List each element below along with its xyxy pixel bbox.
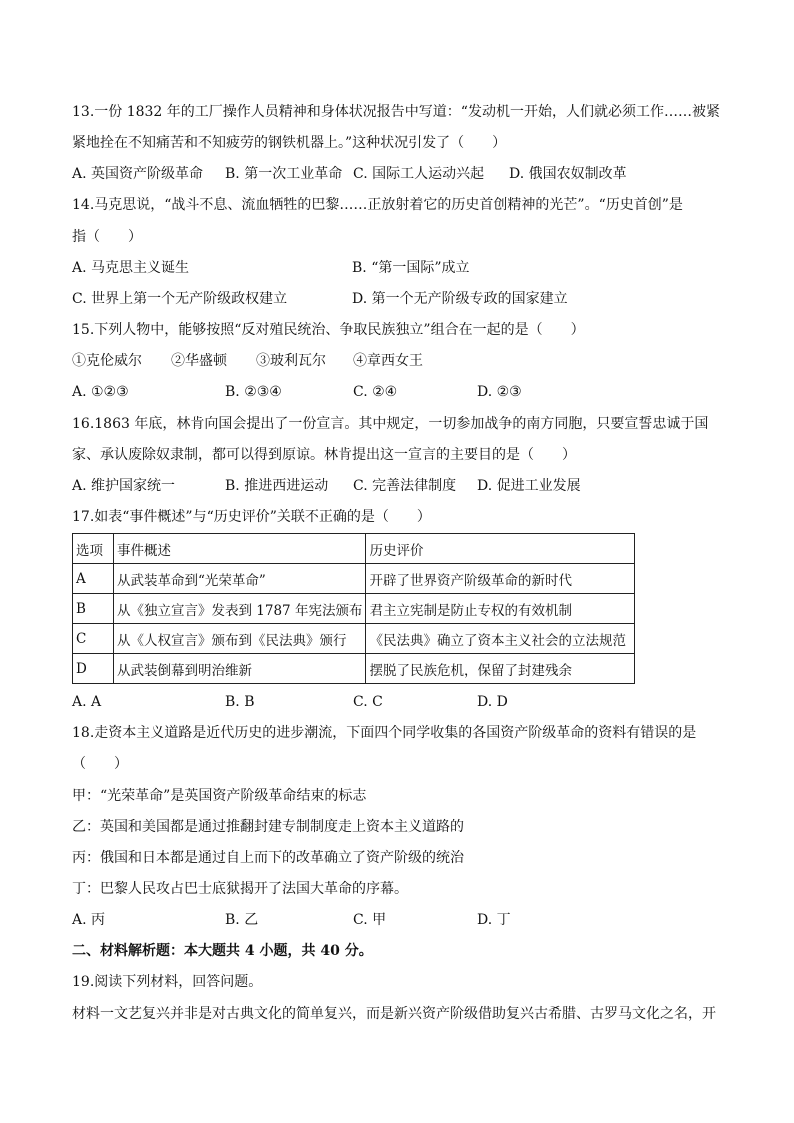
q15-item-2: ②华盛顿 (171, 353, 227, 369)
q18-statement-1: 甲：“光荣革命”是英国资产阶级革命结束的标志 (72, 788, 367, 804)
table-cell: 摆脱了民族危机，保留了封建残余 (366, 654, 635, 684)
table-cell: 从《独立宣言》发表到 1787 年宪法颁布 (114, 594, 366, 624)
table-cell: 《民法典》确立了资本主义社会的立法规范 (366, 624, 635, 654)
q15-stem-line1: 15.下列人物中，能够按照“反对殖民统治、争取民族独立”组合在一起的是（ ） (72, 322, 585, 338)
q16-stem-line1: 16.1863 年底，林肯向国会提出了一份宣言。其中规定，一切参加战争的南方同胞，只要宣誓忠诚于国 (72, 416, 709, 432)
q16-option-b: B. 推进西进运动 (225, 478, 329, 494)
section-heading: 二、材料解析题：本大题共 4 小题，共 40 分。 (72, 943, 373, 959)
q14-stem-line2: 指（ ） (72, 229, 142, 245)
q19-stem-line1: 19.阅读下列材料，回答问题。 (72, 974, 263, 990)
q15-item-1: ①克伦威尔 (72, 353, 142, 369)
table-cell: 君主立宪制是防止专权的有效机制 (366, 594, 635, 624)
q15-item-3: ③玻利瓦尔 (256, 353, 326, 369)
q18-stem-line2: （ ） (72, 756, 128, 772)
q13-option-d: D. 俄国农奴制改革 (509, 166, 627, 182)
q18-statement-3: 丙：俄国和日本都是通过自上而下的改革确立了资产阶级的统治 (72, 850, 464, 866)
q15-item-4: ④章西女王 (353, 353, 423, 369)
q17-option-b: B. B (225, 694, 255, 710)
q13-option-a: A. 英国资产阶级革命 (72, 166, 204, 182)
q13-option-c: C. 国际工人运动兴起 (353, 166, 485, 182)
table-cell: A (73, 564, 114, 594)
q16-option-a: A. 维护国家统一 (72, 478, 176, 494)
q17-option-c: C. C (353, 694, 383, 710)
table-cell: 从武装革命到“光荣革命” (114, 564, 366, 594)
table-cell: C (73, 624, 114, 654)
q18-option-b: B. 乙 (225, 912, 259, 928)
q18-option-d: D. 丁 (477, 912, 511, 928)
q18-statement-2: 乙：英国和美国都是通过推翻封建专制制度走上资本主义道路的 (72, 819, 464, 835)
table-cell: 从《人权宣言》颁布到《民法典》颁行 (114, 624, 366, 654)
table-header-row (73, 534, 635, 564)
table-cell: 从武装倒幕到明治维新 (114, 654, 366, 684)
q16-option-d: D. 促进工业发展 (477, 478, 581, 494)
table-cell: D (73, 654, 114, 684)
table-row (73, 624, 635, 654)
q18-statement-4: 丁：巴黎人民攻占巴士底狱揭开了法国大革命的序幕。 (72, 881, 408, 897)
table-row (73, 594, 635, 624)
q13-option-b: B. 第一次工业革命 (225, 166, 343, 182)
table-row (73, 654, 635, 684)
q17-table (72, 533, 635, 684)
q18-stem-line1: 18.走资本主义道路是近代历史的进步潮流，下面四个同学收集的各国资产阶级革命的资料有错误的是 (72, 725, 697, 741)
table-cell: B (73, 594, 114, 624)
q18-option-c: C. 甲 (353, 912, 387, 928)
table-row (73, 564, 635, 594)
q16-option-c: C. 完善法律制度 (353, 478, 457, 494)
table-header-cell: 选项 (73, 534, 114, 564)
q19-material-line1: 材料一文艺复兴并非是对古典文化的简单复兴，而是新兴资产阶级借助复兴古希腊、古罗马文化之名，开 (72, 1006, 716, 1022)
q17-stem-line1: 17.如表“事件概述”与“历史评价”关联不正确的是（ ） (72, 509, 431, 525)
q15-option-b: B. ②③④ (225, 384, 282, 400)
q15-option-c: C. ②④ (353, 384, 398, 400)
q17-option-d: D. D (477, 694, 508, 710)
q15-option-a: A. ①②③ (72, 384, 129, 400)
table-header-cell: 历史评价 (366, 534, 635, 564)
q13-stem-line2: 紧地拴在不知痛苦和不知疲劳的钢铁机器上。”这种状况引发了（ ） (72, 135, 507, 151)
table-header-cell: 事件概述 (114, 534, 366, 564)
q18-option-a: A. 丙 (72, 912, 106, 928)
q16-stem-line2: 家、承认废除奴隶制，都可以得到原谅。林肯提出这一宣言的主要目的是（ ） (72, 447, 576, 463)
q14-option-d: D. 第一个无产阶级专政的国家建立 (352, 291, 568, 307)
q17-option-a: A. A (72, 694, 102, 710)
q14-option-b: B. “第一国际”成立 (352, 260, 470, 276)
table-cell: 开辟了世界资产阶级革命的新时代 (366, 564, 635, 594)
q14-option-c: C. 世界上第一个无产阶级政权建立 (72, 291, 288, 307)
q15-option-d: D. ②③ (477, 384, 522, 400)
q13-stem-line1: 13.一份 1832 年的工厂操作人员精神和身体状况报告中写道：“发动机一开始，人们就必须工作……被紧 (72, 104, 720, 120)
q14-option-a: A. 马克思主义诞生 (72, 260, 190, 276)
q14-stem-line1: 14.马克思说，“战斗不息、流血牺牲的巴黎……正放射着它的历史首创精神的光芒”。“历史首创”是 (72, 197, 683, 213)
